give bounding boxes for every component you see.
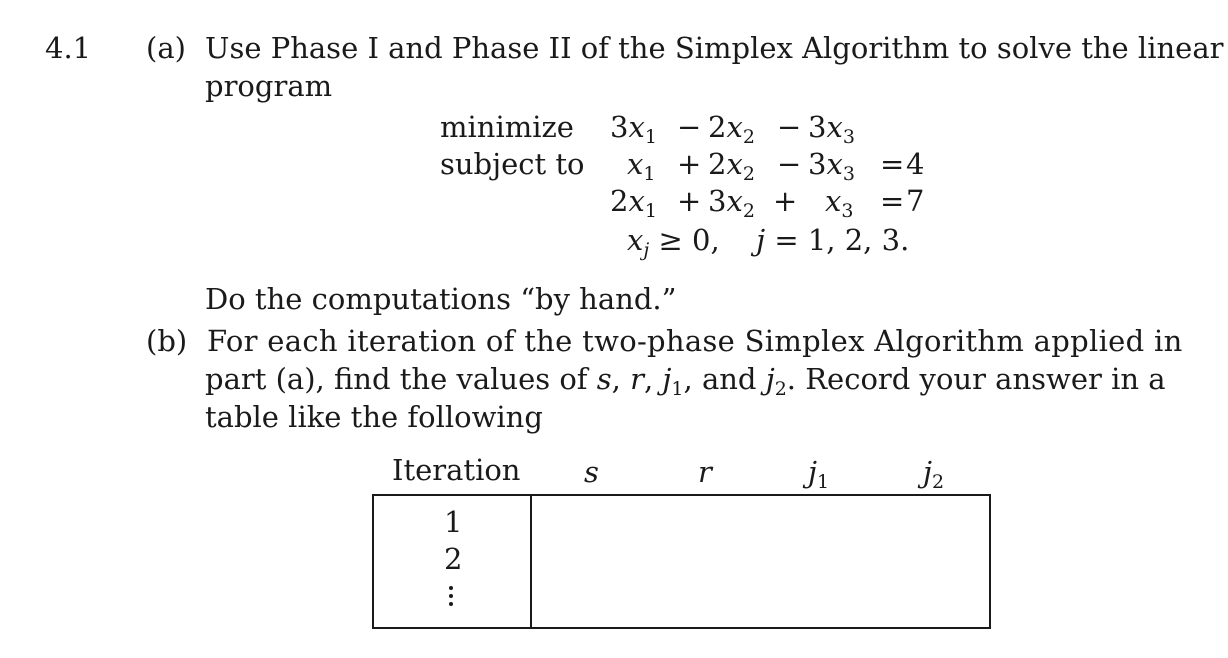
lp-objective-op-2: − — [677, 110, 702, 144]
lp-c2-equals: = — [880, 184, 905, 218]
lp-nonneg: $x_j \ge 0$, j = 1, 2, 3. — [627, 223, 910, 261]
table-header-j2: $j_2$ — [923, 455, 945, 493]
lp-c2-rhs: 7 — [906, 184, 925, 218]
table-row-vdots — [446, 582, 456, 610]
table-header-s: s — [584, 455, 599, 489]
lp-c1-equals: = — [880, 147, 905, 181]
lp-objective-op-3: − — [777, 110, 802, 144]
lp-c1-op-3: − — [777, 147, 802, 181]
part-a-instruction: Do the computations “by hand.” — [205, 282, 677, 316]
table-row-1: 1 — [444, 505, 463, 539]
lp-c1-op-2: + — [677, 147, 702, 181]
table-row-2: 2 — [444, 542, 463, 576]
part-b-line-1: For each iteration of the two-phase Simplex Algorithm applied in — [207, 324, 1183, 358]
part-a-marker: (a) — [146, 31, 186, 65]
lp-c1-term-3: $3x_3$ — [808, 147, 855, 185]
problem-number: 4.1 — [45, 31, 92, 65]
lp-objective-term-3: $3x_3$ — [808, 110, 855, 148]
answer-table-divider — [530, 494, 532, 629]
lp-c2-term-2: $3x_2$ — [708, 184, 755, 222]
lp-c2-op-2: + — [677, 184, 702, 218]
lp-objective-term-2: $2x_2$ — [708, 110, 755, 148]
part-b-marker: (b) — [146, 324, 188, 358]
part-b-line-2: part (a), find the values of s, r, $j_1$, and $j_2$. Record your answer in a — [205, 362, 1166, 400]
table-header-iteration: Iteration — [392, 453, 521, 487]
lp-c1-rhs: 4 — [906, 147, 925, 181]
lp-c2-term-1: $2x_1$ — [610, 184, 657, 222]
lp-c1-term-1: $x_1$ — [627, 147, 656, 185]
answer-table — [372, 494, 991, 629]
lp-constraint-keyword: subject to — [440, 147, 585, 181]
lp-objective-keyword: minimize — [440, 110, 574, 144]
lp-c2-term-3: $x_3$ — [825, 184, 854, 222]
table-header-j1: $j_1$ — [808, 455, 830, 493]
part-a-line-2: program — [205, 69, 333, 103]
part-b-line-3: table like the following — [205, 400, 543, 434]
table-header-r: r — [698, 455, 712, 489]
lp-c1-term-2: $2x_2$ — [708, 147, 755, 185]
lp-objective-term-1: $3x_1$ — [610, 110, 657, 148]
part-a-line-1: Use Phase I and Phase II of the Simplex Algorithm to solve the linear — [205, 31, 1224, 65]
lp-c2-op-3: + — [773, 184, 798, 218]
